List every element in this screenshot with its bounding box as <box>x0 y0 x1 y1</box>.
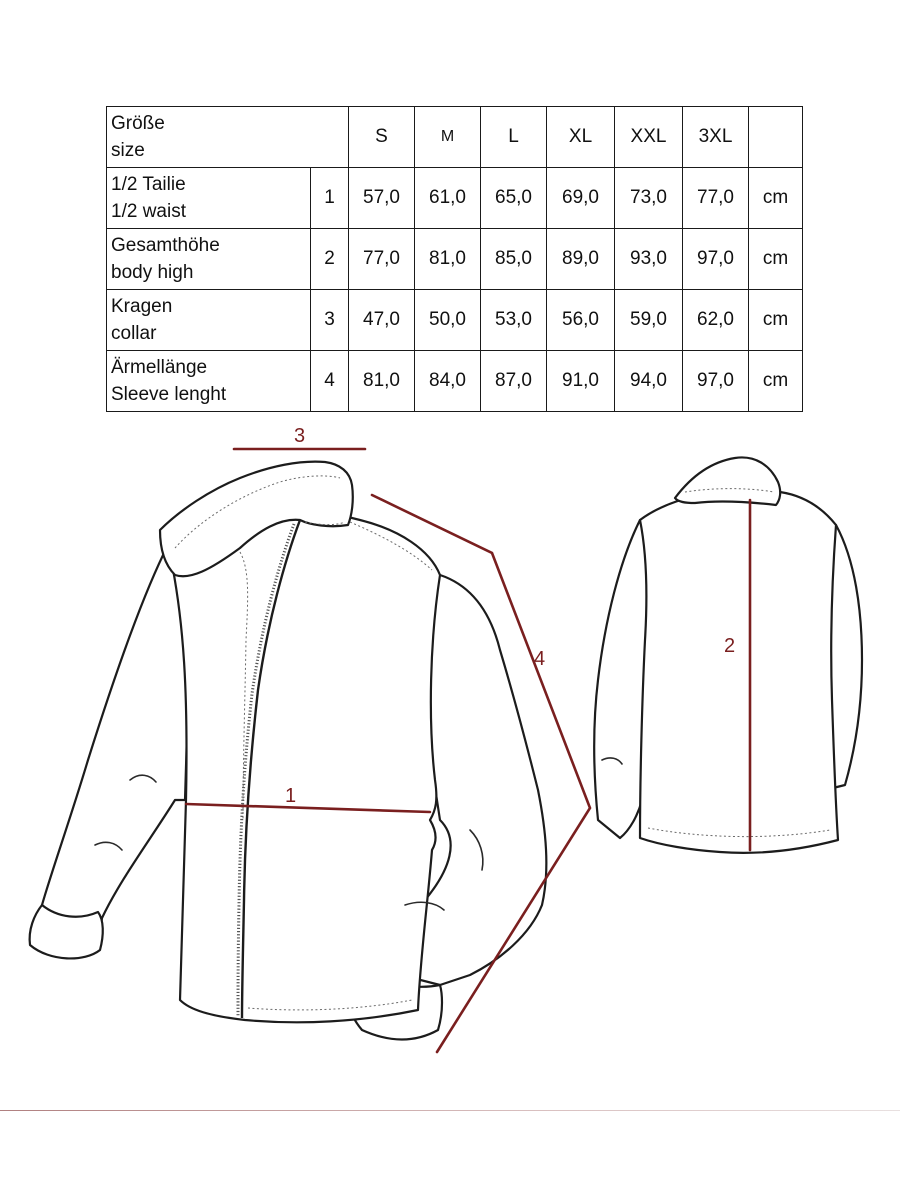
front-left-sleeve <box>36 545 188 954</box>
value-cell: 61,0 <box>415 168 481 229</box>
value-cell: 84,0 <box>415 351 481 412</box>
row-number: 1 <box>311 168 349 229</box>
back-body <box>640 492 838 853</box>
size-col-xxl: XXL <box>615 107 683 168</box>
bottom-divider <box>0 1110 900 1111</box>
value-cell: 85,0 <box>481 229 547 290</box>
value-cell: 69,0 <box>547 168 615 229</box>
row-label-de: 1/2 Tailie <box>111 174 186 195</box>
unit-cell: cm <box>749 168 803 229</box>
value-cell: 65,0 <box>481 168 547 229</box>
size-col-s: S <box>349 107 415 168</box>
back-collar <box>675 457 780 505</box>
value-cell: 81,0 <box>349 351 415 412</box>
row-label-de: Gesamthöhe <box>111 235 220 256</box>
row-number: 3 <box>311 290 349 351</box>
size-header-de: Größe <box>111 113 165 134</box>
value-cell: 57,0 <box>349 168 415 229</box>
row-label-en: collar <box>111 323 157 344</box>
size-col-xl: XL <box>547 107 615 168</box>
value-cell: 93,0 <box>615 229 683 290</box>
size-col-m: M <box>415 107 481 168</box>
value-cell: 97,0 <box>683 351 749 412</box>
value-cell: 77,0 <box>683 168 749 229</box>
unit-cell: cm <box>749 229 803 290</box>
row-label-de: Ärmellänge <box>111 357 208 378</box>
value-cell: 87,0 <box>481 351 547 412</box>
body-height-measure-label: 2 <box>724 635 736 657</box>
value-cell: 81,0 <box>415 229 481 290</box>
value-cell: 97,0 <box>683 229 749 290</box>
value-cell: 50,0 <box>415 290 481 351</box>
value-cell: 94,0 <box>615 351 683 412</box>
size-col-l: L <box>481 107 547 168</box>
unit-cell: cm <box>749 351 803 412</box>
value-cell: 89,0 <box>547 229 615 290</box>
value-cell: 53,0 <box>481 290 547 351</box>
value-cell: 47,0 <box>349 290 415 351</box>
sleeve-measure-label: 4 <box>534 648 546 670</box>
value-cell: 91,0 <box>547 351 615 412</box>
jacket-front-illustration <box>30 462 547 1040</box>
collar-measure-label: 3 <box>294 425 306 447</box>
waist-measure-label: 1 <box>285 785 297 807</box>
unit-cell: cm <box>749 290 803 351</box>
row-label-en: body high <box>111 262 194 283</box>
front-body <box>168 495 440 1022</box>
row-label-en: Sleeve lenght <box>111 384 227 405</box>
value-cell: 62,0 <box>683 290 749 351</box>
row-label-en: 1/2 waist <box>111 201 186 222</box>
value-cell: 56,0 <box>547 290 615 351</box>
size-col-3xl: 3XL <box>683 107 749 168</box>
row-label-de: Kragen <box>111 296 173 317</box>
size-header-en: size <box>111 140 145 161</box>
value-cell: 73,0 <box>615 168 683 229</box>
row-number: 2 <box>311 229 349 290</box>
row-number: 4 <box>311 351 349 412</box>
value-cell: 77,0 <box>349 229 415 290</box>
value-cell: 59,0 <box>615 290 683 351</box>
